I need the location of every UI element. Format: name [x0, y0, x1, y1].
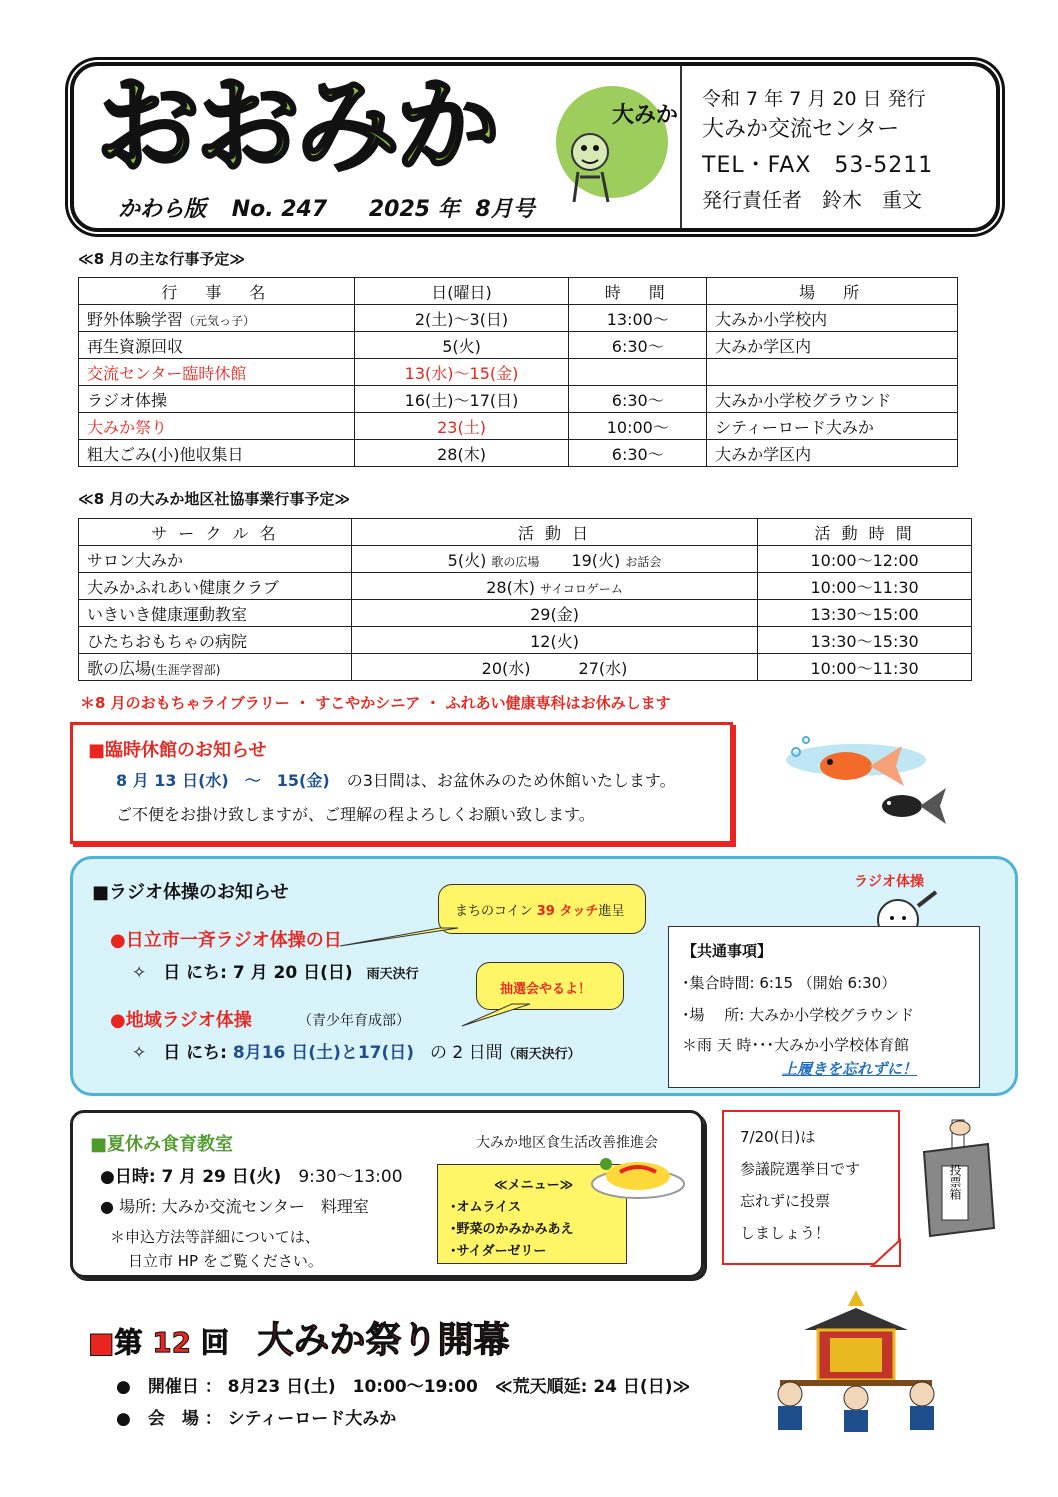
table-row — [79, 332, 958, 359]
event-date: 16(土)～17(日) — [354, 386, 569, 413]
table-row — [79, 440, 958, 467]
radio-event2-title: ●地域ラジオ体操 — [110, 1010, 252, 1031]
col-header-days: 活 動 日 — [351, 519, 757, 546]
election-line-4: しましょう！ — [740, 1224, 831, 1242]
common-gathering-time: ･集合時間: 6:15 （開始 6:30） — [682, 974, 897, 992]
omurice-illustration — [590, 1150, 686, 1202]
food-note-1: ＊申込方法等詳細については、 — [110, 1228, 320, 1246]
col-header-place: 場 所 — [707, 278, 958, 305]
festival-venue: ● 会 場 ： シティーロード大みか — [116, 1409, 397, 1429]
event-time: 10:00～ — [569, 413, 707, 440]
festival-title — [88, 1312, 509, 1363]
circle-name: 大みかふれあい健康クラブ — [79, 573, 352, 600]
col-header-time: 時 間 — [569, 278, 707, 305]
phone-fax: TEL・FAX 53-5211 — [702, 153, 934, 178]
event-place: 大みか学区内 — [707, 332, 958, 359]
food-note-2: 日立市 HP をご覧ください。 — [128, 1252, 323, 1270]
event-time: 6:30～ — [569, 440, 707, 467]
event-name: 交流センター臨時休館 — [79, 359, 355, 386]
table-row — [79, 627, 972, 654]
table-row — [79, 305, 958, 332]
common-title: 【共通事項】 — [682, 942, 773, 960]
col-header-event: 行 事 名 — [79, 278, 355, 305]
bubble-tail — [340, 928, 460, 948]
event-date: 5(火) — [354, 332, 569, 359]
circle-name: いきいき健康運動教室 — [79, 600, 352, 627]
circle-name: サロン大みか — [79, 546, 352, 573]
circle-days: 12(火) — [351, 627, 757, 654]
issue-year: 2025 年 — [368, 197, 460, 222]
closure-text-2: ご不便をお掛け致しますが、ご理解の程よろしくお願い致します。 — [116, 805, 595, 824]
circle-days: 5(火) 歌の広場 19(火) お話会 — [351, 546, 757, 573]
table-row — [79, 654, 972, 681]
center-name: 大みか交流センター — [702, 117, 900, 142]
radio-event1-title: ●日立市一斉ラジオ体操の日 — [110, 930, 342, 951]
event-name: ラジオ体操 — [79, 386, 355, 413]
table-row — [79, 600, 972, 627]
table-row — [79, 413, 958, 440]
events-header-row — [79, 278, 958, 305]
election-line-3: 忘れずに投票 — [740, 1192, 831, 1210]
event-date: 23(土) — [354, 413, 569, 440]
festival-name: 大みか祭り開幕 — [257, 1320, 510, 1361]
menu-item: ･野菜のかみかみあえ — [450, 1222, 574, 1237]
event-name: 粗大ごみ(小)他収集日 — [79, 440, 355, 467]
circle-hours: 10:00～11:30 — [758, 573, 972, 600]
radio-event2-org: （青少年育成部） — [298, 1013, 410, 1029]
circle-name: 歌の広場(生涯学習部) — [79, 654, 352, 681]
event-place: 大みか小学校内 — [707, 305, 958, 332]
ballot-box-illustration — [918, 1116, 998, 1240]
menu-item: ･サイダーゼリー — [450, 1244, 547, 1259]
event-place: 大みか学区内 — [707, 440, 958, 467]
event-name: 大みか祭り — [79, 413, 355, 440]
publisher: 発行責任者 鈴木 重文 — [702, 188, 922, 212]
coin-bubble-text: まちのコイン 39 タッチ進呈 — [455, 904, 625, 919]
issue-info — [118, 192, 553, 223]
issue-month: 8月号 — [475, 197, 535, 222]
circle-hours: 10:00～12:00 — [758, 546, 972, 573]
sparkle-icon: ✧ — [132, 1043, 147, 1063]
festival-date-line: ● 開催日 ： 8月23 日(土) 10:00～19:00 ≪荒天順延: 24 日(日)≫ — [116, 1377, 691, 1397]
circles-section-title: ≪8 月の大みか地区社協事業行事予定≫ — [78, 490, 351, 508]
event-time: 6:30～ — [569, 332, 707, 359]
newsletter-logo: おおみか — [96, 65, 497, 187]
event-date: 2(土)～3(日) — [354, 305, 569, 332]
food-place: ● 場所: 大みか交流センター 料理室 — [100, 1197, 369, 1216]
mascot-label: 大みか — [612, 103, 679, 128]
event-time — [569, 359, 707, 386]
circle-days: 20(水) 27(水) — [351, 654, 757, 681]
common-place: ･場 所: 大みか小学校グラウンド — [682, 1006, 915, 1024]
circles-header-row — [79, 519, 972, 546]
closure-heading: ■臨時休館のお知らせ — [88, 740, 267, 761]
event-place: シティーロード大みか — [707, 413, 958, 440]
closure-text-1: の3日間は、お盆休みのため休館いたします。 — [346, 771, 676, 790]
event-place: 大みか小学校グラウンド — [707, 386, 958, 413]
events-section-title: ≪8 月の主な行事予定≫ — [78, 250, 246, 268]
lottery-bubble-text: 抽選会やるよ！ — [500, 982, 592, 997]
closure-line-1 — [116, 768, 676, 791]
edition-label: かわら版 — [118, 197, 207, 222]
mikoshi-illustration — [760, 1286, 952, 1432]
election-line-1: 7/20(日)は — [740, 1128, 816, 1146]
election-line-2: 参議院選挙日です — [740, 1160, 861, 1178]
radio-event2-date-line: ✧ 日 にち: 8月16 日(土)と17(日) の 2 日間（雨天決行） — [132, 1043, 581, 1063]
festival-edition: ■第 12 回 — [88, 1326, 229, 1359]
event-place — [707, 359, 958, 386]
radio-event1-date-line: ✧ 日 にち: 7 月 20 日(日) 雨天決行 — [132, 963, 419, 983]
food-heading: ■夏休み食育教室 — [90, 1134, 234, 1155]
bubble-tail — [462, 1004, 532, 1028]
col-header-circle: サ ー ク ル 名 — [79, 519, 352, 546]
menu-item: ･オムライス — [450, 1200, 521, 1215]
table-row — [79, 573, 972, 600]
common-shoes-note: 上履きを忘れずに！ — [782, 1060, 918, 1078]
table-row — [79, 386, 958, 413]
issue-number: No. 247 — [231, 197, 328, 222]
note-fold-icon — [872, 1240, 902, 1268]
circles-table — [78, 518, 972, 681]
sparkle-icon: ✧ — [132, 963, 147, 983]
circle-name: ひたちおもちゃの病院 — [79, 627, 352, 654]
closure-dates: 8 月 13 日(水) ～ 15(金) — [116, 771, 330, 790]
radio-heading: ■ラジオ体操のお知らせ — [92, 882, 289, 903]
circle-hours: 13:30～15:00 — [758, 600, 972, 627]
issue-date: 令和 7 年 7 月 20 日 発行 — [702, 88, 926, 110]
closed-programs-note: ＊8 月のおもちゃライブラリー ・ すこやかシニア ・ ふれあい健康専科はお休みします — [80, 694, 671, 712]
radio-illus-label: ラジオ体操 — [854, 874, 924, 890]
event-name: 野外体験学習（元気っ子） — [79, 305, 355, 332]
event-date: 28(木) — [354, 440, 569, 467]
circle-days: 29(金) — [351, 600, 757, 627]
event-name: 再生資源回収 — [79, 332, 355, 359]
menu-title: ≪メニュー≫ — [494, 1178, 574, 1193]
event-time: 13:00～ — [569, 305, 707, 332]
header-divider — [680, 66, 682, 228]
events-table — [78, 277, 958, 467]
goldfish-illustration — [776, 722, 956, 834]
circle-hours: 13:30～15:30 — [758, 627, 972, 654]
col-header-hours: 活 動 時 間 — [758, 519, 972, 546]
event-date: 13(水)～15(金) — [354, 359, 569, 386]
ballot-box-label: 投票箱 — [948, 1164, 962, 1200]
table-row — [79, 359, 958, 386]
mascot-illustration — [550, 82, 679, 212]
circle-days: 28(木) サイコロゲーム — [351, 573, 757, 600]
table-row — [79, 546, 972, 573]
circle-hours: 10:00～11:30 — [758, 654, 972, 681]
common-rain-place: ＊雨 天 時･･･大みか小学校体育館 — [682, 1036, 910, 1054]
food-date-line: ●日時: 7 月 29 日(火) 9:30～13:00 — [100, 1167, 403, 1187]
col-header-date: 日(曜日) — [354, 278, 569, 305]
event-time: 6:30～ — [569, 386, 707, 413]
food-organizer: 大みか地区食生活改善推進会 — [476, 1135, 658, 1151]
